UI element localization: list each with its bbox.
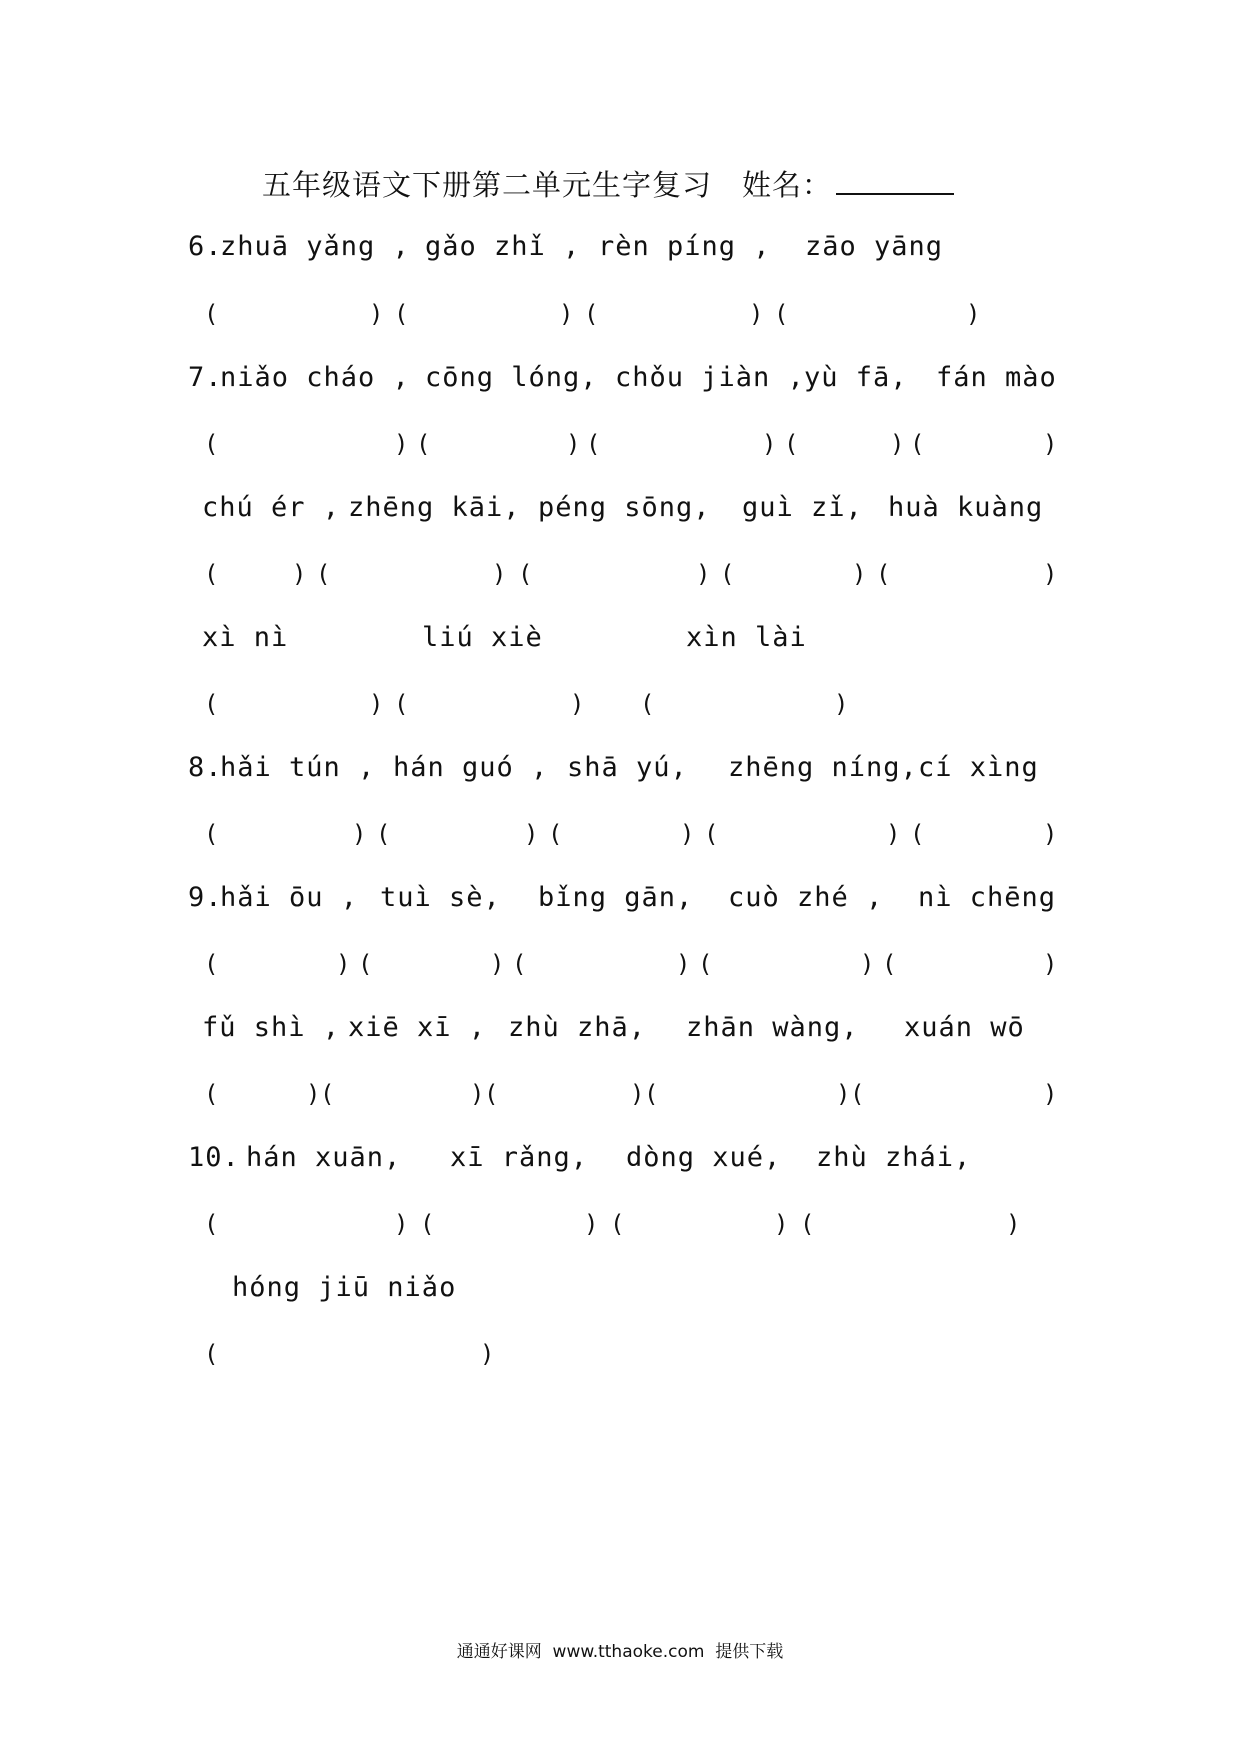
q9-number: 9. <box>188 882 223 913</box>
q6-answer-row <box>0 300 1240 340</box>
answer-open: ( <box>800 1210 816 1238</box>
answer-close: ) <box>852 560 868 588</box>
answer-close: ) <box>492 560 508 588</box>
pinyin-word: xuán wō <box>904 1012 1025 1043</box>
answer-open: ( <box>910 430 926 458</box>
answer-close: ) <box>480 1340 496 1368</box>
answer-open: ( <box>584 300 600 328</box>
answer-close: ) <box>836 1080 852 1108</box>
answer-close: ) <box>490 950 506 978</box>
answer-close: ) <box>676 950 692 978</box>
pinyin-word: chú ér , <box>202 492 341 523</box>
pinyin-word: cuò zhé , <box>728 882 884 913</box>
answer-open: ( <box>394 300 410 328</box>
q7-pinyin-row-3 <box>0 622 1240 662</box>
q7-number: 7. <box>188 362 223 393</box>
pinyin-word: yù fā, <box>804 362 908 393</box>
answer-open: ( <box>316 560 332 588</box>
pinyin-word: zhēng kāi, <box>348 492 521 523</box>
answer-open: ( <box>204 950 220 978</box>
answer-open: ( <box>376 820 392 848</box>
answer-open: ( <box>420 1210 436 1238</box>
q10-number: 10. <box>188 1142 240 1173</box>
pinyin-word: guì zǐ, <box>742 492 863 523</box>
q7-pinyin-row-1 <box>0 362 1240 402</box>
answer-close: ) <box>292 560 308 588</box>
answer-close: ) <box>336 950 352 978</box>
pinyin-word: gǎo zhǐ , <box>425 231 581 262</box>
answer-open: ( <box>204 690 220 718</box>
pinyin-word: hǎi ōu , <box>220 882 359 913</box>
answer-open: ( <box>204 1080 220 1108</box>
pinyin-word: zāo yāng <box>805 231 944 262</box>
pinyin-word: nì chēng <box>918 882 1057 913</box>
pinyin-word: chǒu jiàn , <box>615 362 805 393</box>
answer-close: ) <box>762 430 778 458</box>
q7-answer-row-1 <box>0 430 1240 470</box>
answer-open: ( <box>204 1340 220 1368</box>
answer-close: ) <box>890 430 906 458</box>
q6-number: 6. <box>188 231 223 262</box>
answer-close: ) <box>369 690 385 718</box>
q10-answer-row-2 <box>0 1340 1240 1380</box>
pinyin-word: hóng jiū niǎo <box>232 1272 457 1303</box>
answer-open: ( <box>644 1080 660 1108</box>
pinyin-word: péng sōng, <box>538 492 711 523</box>
answer-close: ) <box>860 950 876 978</box>
q9-answer-row-2 <box>0 1080 1240 1120</box>
pinyin-word: xì nì <box>202 622 289 653</box>
answer-open: ( <box>512 950 528 978</box>
answer-close: ) <box>680 820 696 848</box>
answer-close: ) <box>306 1080 322 1108</box>
answer-close: ) <box>1043 950 1059 978</box>
answer-close: ) <box>1043 560 1059 588</box>
answer-close: ) <box>696 560 712 588</box>
footer-credit: 通通好课网 www.tthaoke.com 提供下载 <box>456 1642 784 1662</box>
answer-close: ) <box>1043 430 1059 458</box>
pinyin-word: hǎi tún , <box>220 752 376 783</box>
pinyin-word: xìn lài <box>686 622 807 653</box>
q10-pinyin-row-2 <box>0 1272 1240 1312</box>
pinyin-word: cōng lóng, <box>425 362 598 393</box>
answer-close: ) <box>749 300 765 328</box>
q8-answer-row <box>0 820 1240 860</box>
q7-answer-row-3 <box>0 690 1240 730</box>
pinyin-word: bǐng gān, <box>538 882 694 913</box>
answer-open: ( <box>586 430 602 458</box>
answer-open: ( <box>698 950 714 978</box>
answer-close: ) <box>470 1080 486 1108</box>
pinyin-word: shā yú, <box>567 752 688 783</box>
answer-close: ) <box>394 1210 410 1238</box>
title-text: 五年级语文下册第二单元生字复习 <box>262 168 713 202</box>
name-label: 姓名： <box>742 168 833 202</box>
pinyin-word: dòng xué, <box>626 1142 782 1173</box>
answer-close: ) <box>570 690 586 718</box>
pinyin-word: niǎo cháo , <box>220 362 410 393</box>
answer-open: ( <box>704 820 720 848</box>
pinyin-word: zhù zhā, <box>508 1012 647 1043</box>
answer-open: ( <box>610 1210 626 1238</box>
pinyin-word: zhuā yǎng , <box>220 231 410 262</box>
answer-open: ( <box>204 430 220 458</box>
pinyin-word: liú xiè <box>422 622 543 653</box>
answer-open: ( <box>358 950 374 978</box>
pinyin-word: zhēng níng, <box>728 752 918 783</box>
q9-pinyin-row-1 <box>0 882 1240 922</box>
answer-open: ( <box>204 300 220 328</box>
answer-close: ) <box>584 1210 600 1238</box>
answer-close: ) <box>966 300 982 328</box>
q8-number: 8. <box>188 752 223 783</box>
answer-close: ) <box>1043 820 1059 848</box>
answer-open: ( <box>882 950 898 978</box>
answer-open: ( <box>910 820 926 848</box>
pinyin-word: xiē xī , <box>348 1012 487 1043</box>
pinyin-word: zhù zhái, <box>816 1142 972 1173</box>
q6-pinyin-row <box>0 231 1240 271</box>
answer-open: ( <box>204 1210 220 1238</box>
pinyin-word: tuì sè, <box>380 882 501 913</box>
answer-close: ) <box>566 430 582 458</box>
answer-open: ( <box>518 560 534 588</box>
pinyin-word: cí xìng <box>918 752 1039 783</box>
answer-close: ) <box>559 300 575 328</box>
q9-answer-row-1 <box>0 950 1240 990</box>
q10-answer-row-1 <box>0 1210 1240 1250</box>
pinyin-word: fán mào <box>936 362 1057 393</box>
pinyin-word: huà kuàng <box>888 492 1044 523</box>
pinyin-word: zhān wàng, <box>686 1012 859 1043</box>
answer-open: ( <box>720 560 736 588</box>
q9-pinyin-row-2 <box>0 1012 1240 1052</box>
answer-close: ) <box>834 690 850 718</box>
answer-open: ( <box>548 820 564 848</box>
answer-open: ( <box>320 1080 336 1108</box>
pinyin-word: rèn píng , <box>598 231 771 262</box>
answer-open: ( <box>204 820 220 848</box>
answer-close: ) <box>630 1080 646 1108</box>
answer-close: ) <box>352 820 368 848</box>
answer-open: ( <box>876 560 892 588</box>
q7-answer-row-2 <box>0 560 1240 600</box>
answer-close: ) <box>886 820 902 848</box>
pinyin-word: hán guó , <box>393 752 549 783</box>
page-title <box>262 163 954 204</box>
q7-pinyin-row-2 <box>0 492 1240 532</box>
answer-close: ) <box>394 430 410 458</box>
answer-open: ( <box>774 300 790 328</box>
name-input-line[interactable] <box>836 169 954 195</box>
answer-open: ( <box>416 430 432 458</box>
q8-pinyin-row <box>0 752 1240 792</box>
answer-close: ) <box>369 300 385 328</box>
answer-open: ( <box>850 1080 866 1108</box>
answer-open: ( <box>640 690 656 718</box>
answer-close: ) <box>1043 1080 1059 1108</box>
pinyin-word: hán xuān, <box>246 1142 402 1173</box>
pinyin-word: xī rǎng, <box>450 1142 589 1173</box>
pinyin-word: fǔ shì , <box>202 1012 341 1043</box>
q10-pinyin-row-1 <box>0 1142 1240 1182</box>
answer-close: ) <box>774 1210 790 1238</box>
answer-close: ) <box>1006 1210 1022 1238</box>
answer-open: ( <box>484 1080 500 1108</box>
answer-open: ( <box>784 430 800 458</box>
answer-open: ( <box>204 560 220 588</box>
answer-open: ( <box>394 690 410 718</box>
answer-close: ) <box>524 820 540 848</box>
